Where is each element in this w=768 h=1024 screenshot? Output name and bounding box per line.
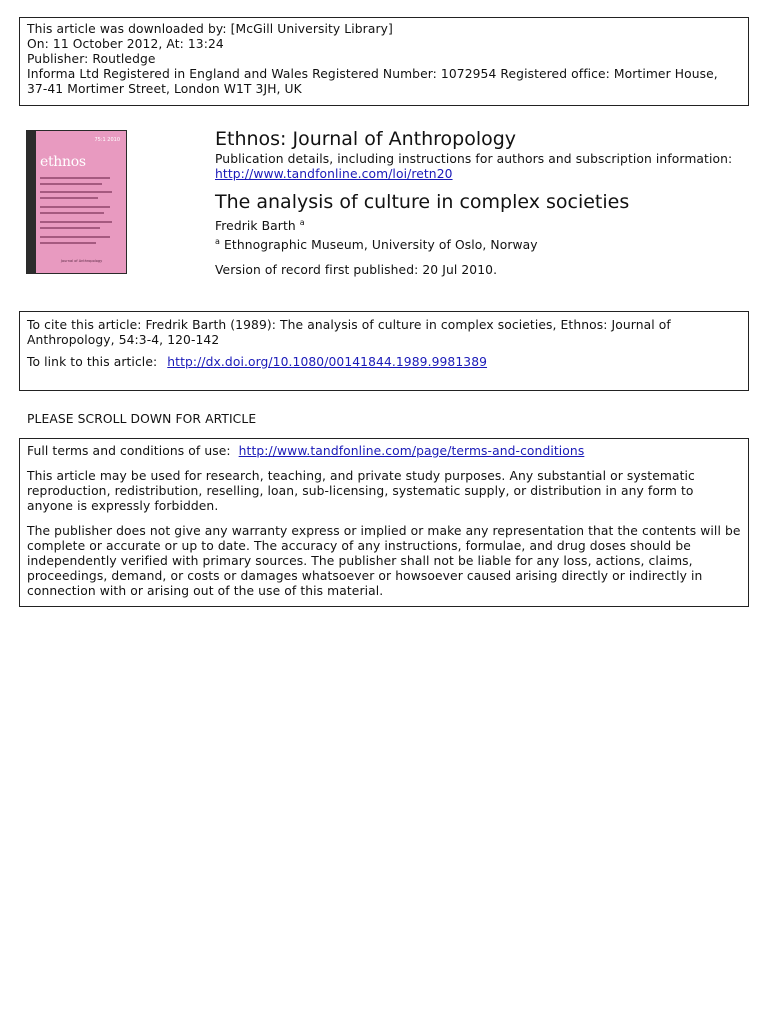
version-of-record: Version of record first published: 20 Jul 2010. [215,263,498,277]
author-line [215,219,305,234]
cover-contents-line [40,191,112,193]
citation-text: To cite this article: Fredrik Barth (1989): The analysis of culture in complex societies, Ethnos: Journal of Anthropology, 54:3-4, 120-142 [27,318,671,347]
cover-spine [27,131,36,273]
terms-box [19,438,749,607]
cover-contents-line [40,236,110,238]
scroll-notice: PLEASE SCROLL DOWN FOR ARTICLE [27,412,257,426]
journal-link[interactable]: http://www.tandfonline.com/loi/retn20 [215,167,453,181]
cover-contents-line [40,183,102,185]
download-date: On: 11 October 2012, At: 13:24 [27,37,224,51]
cover-footer: Journal of Anthropology [61,259,103,263]
affiliation-text: Ethnographic Museum, University of Oslo, Norway [224,238,538,252]
cover-volume: 75:1 2010 [94,137,120,143]
terms-paragraph-disclaimer: The publisher does not give any warranty express or implied or make any representation that the contents will be complete or accurate or up to date. The accuracy of any instructions, formulae, and drug doses should be independently verified with primary sources. The publisher shall not be liable for any loss, actions, claims, proceedings, demand, or costs or damages whatsoever or howsoever caused arising directly or indirectly in connection with or arising out of the use of this material. [27,524,741,598]
article-link-row [27,355,741,370]
cover-contents-line [40,221,112,223]
citation-box [19,311,749,391]
terms-link[interactable]: http://www.tandfonline.com/page/terms-and-conditions [238,444,585,458]
cover-contents-line [40,197,98,199]
author-affiliation-mark: a [299,218,305,227]
journal-title: Ethnos: Journal of Anthropology [215,128,517,150]
cover-contents-line [40,212,104,214]
download-info-box [19,17,749,106]
cover-contents-line [40,177,110,179]
journal-link-row [215,167,453,182]
cover-contents-line [40,242,96,244]
author-name: Fredrik Barth [215,219,296,233]
publisher: Publisher: Routledge [27,52,156,66]
cover-contents-line [40,227,100,229]
journal-cover-image [26,130,127,274]
terms-paragraph-usage: This article may be used for research, teaching, and private study purposes. Any substantial or systematic reproduction, redistribution, reselling, loan, sub-licensing, systematic supply, or distribution in any form to anyone is expressly forbidden. [27,469,695,513]
cover-brand: ethnos [40,154,86,170]
terms-row [27,444,741,459]
publication-details: Publication details, including instructions for authors and subscription information: [215,152,733,166]
cover-contents-line [40,206,110,208]
affiliation-line [215,238,538,253]
registration-info: Informa Ltd Registered in England and Wales Registered Number: 1072954 Registered office: Mortimer House, [27,67,718,81]
affiliation-mark: a [215,237,221,246]
article-doi-link[interactable]: http://dx.doi.org/10.1080/00141844.1989.9981389 [167,355,488,369]
terms-label: Full terms and conditions of use: [27,444,231,458]
article-link-label: To link to this article: [27,355,158,369]
article-title: The analysis of culture in complex societies [215,191,630,213]
registered-address: 37-41 Mortimer Street, London W1T 3JH, UK [27,82,302,96]
download-source: This article was downloaded by: [McGill University Library] [27,22,393,36]
